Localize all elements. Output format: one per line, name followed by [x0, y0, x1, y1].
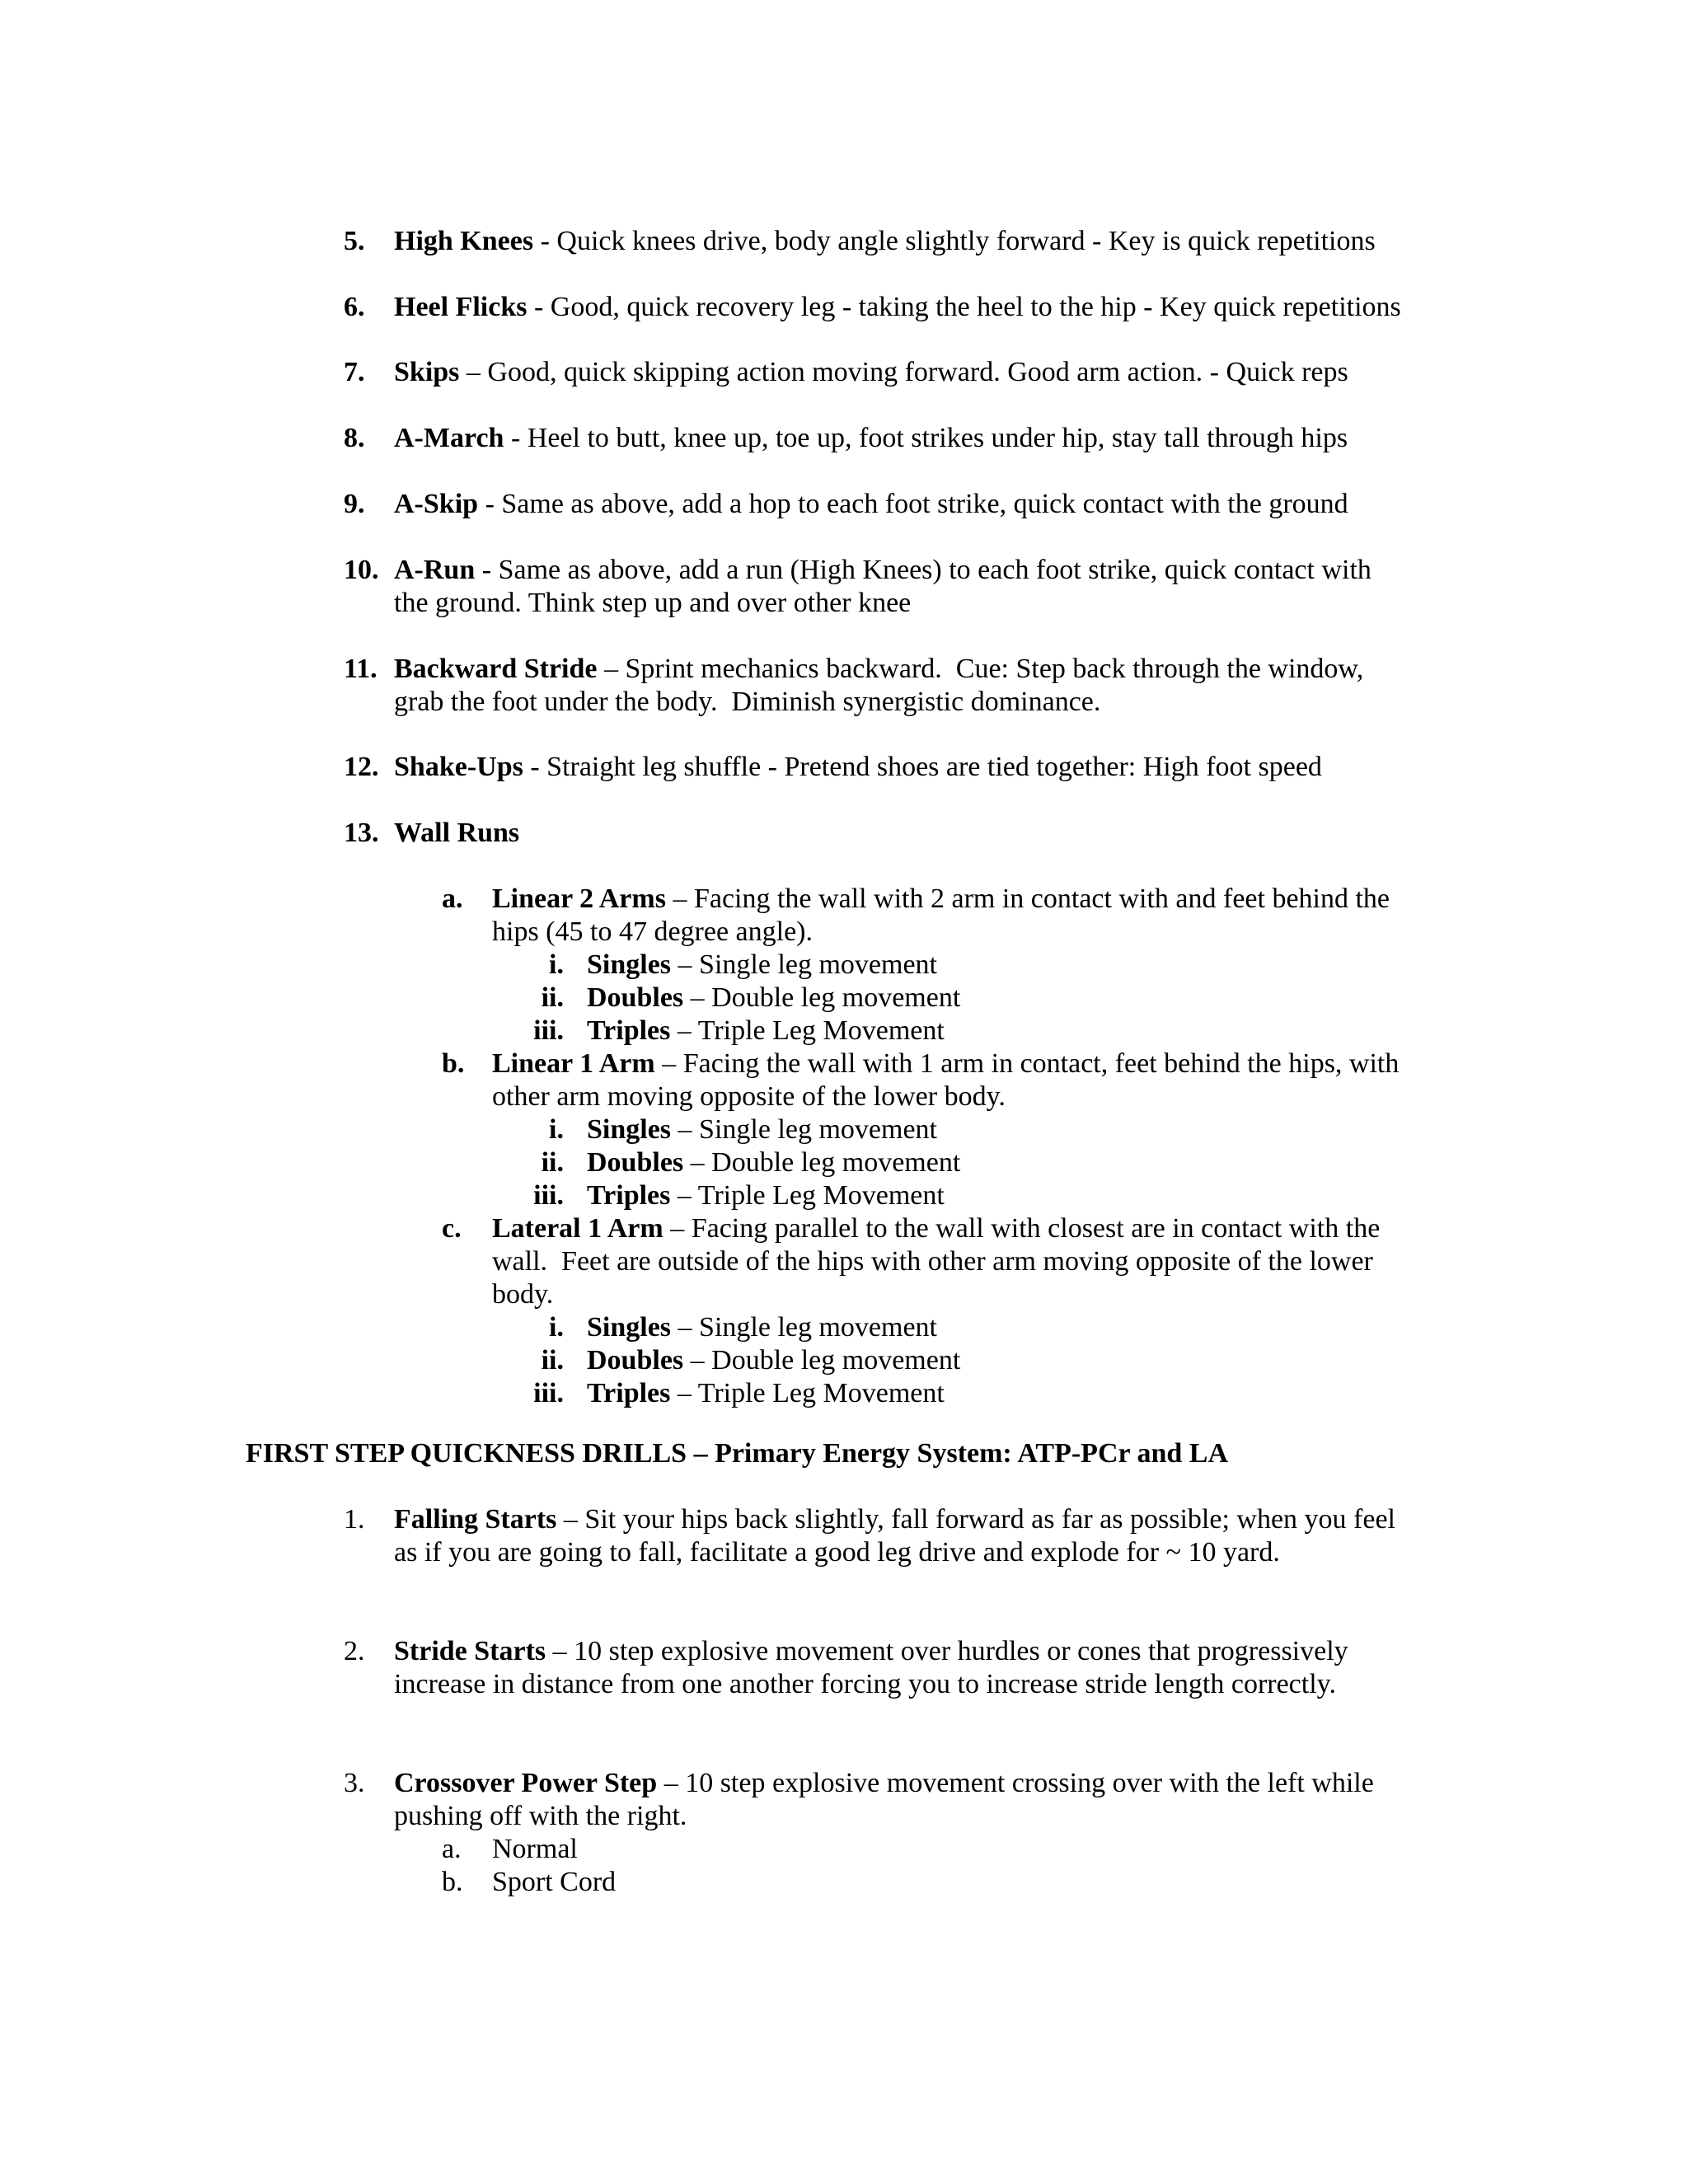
sublist-desc-continued: hips (45 to 47 degree angle). — [492, 916, 813, 947]
sub-desc: – Double leg movement — [683, 982, 961, 1013]
drill-text — [394, 817, 519, 850]
sublist-term: Linear 2 Arms — [492, 883, 666, 914]
drill-number: 6. — [344, 292, 365, 322]
sublist-term: Lateral 1 Arm — [492, 1213, 663, 1244]
drill-term: High Knees — [394, 226, 534, 256]
drill-desc-continued: as if you are going to fall, facilitate a good leg drive and explode for ~ 10 yard. — [394, 1537, 1280, 1568]
drill-number: 10. — [344, 555, 379, 585]
option-letter: a. — [442, 1834, 462, 1864]
sub-term: Singles — [587, 1114, 672, 1145]
drill-desc: – Sit your hips back slightly, fall forward as far as possible; when you feel — [556, 1504, 1395, 1535]
drill-number: 11. — [344, 654, 377, 684]
drill-number: 13. — [344, 818, 379, 848]
drill-text — [394, 422, 1348, 455]
roman-numeral: iii. — [533, 1015, 564, 1046]
sublist-term: Linear 1 Arm — [492, 1048, 655, 1079]
sub-item — [587, 982, 960, 1015]
drill-text — [394, 1503, 1395, 1536]
drill-desc-continued: grab the foot under the body. Diminish synergistic dominance. — [394, 687, 1101, 717]
drill-text — [394, 291, 1401, 324]
option-letter: b. — [442, 1867, 463, 1897]
drill-number: 5. — [344, 226, 365, 256]
roman-numeral: ii. — [541, 1345, 564, 1376]
roman-numeral: ii. — [541, 982, 564, 1013]
drill-text — [394, 1635, 1348, 1668]
drill-term: Skips — [394, 357, 460, 387]
sub-term: Doubles — [587, 982, 684, 1013]
option-sport-cord: Sport Cord — [492, 1867, 617, 1897]
sub-desc: – Single leg movement — [671, 1312, 937, 1343]
drill-term: A-Run — [394, 555, 476, 585]
sublist-desc-continued: body. — [492, 1279, 554, 1310]
roman-numeral: iii. — [533, 1180, 564, 1211]
sub-item — [587, 1113, 937, 1146]
sublist-text — [492, 883, 1390, 916]
sub-item — [587, 1377, 945, 1410]
sub-term: Triples — [587, 1378, 671, 1408]
drill-text — [394, 653, 1363, 686]
drill-term: A-Skip — [394, 489, 479, 519]
drill-text — [394, 356, 1348, 389]
drill-term: Wall Runs — [394, 818, 520, 848]
sub-item — [587, 1311, 937, 1344]
drill-desc: – Good, quick skipping action moving forward. Good arm action. - Quick reps — [459, 357, 1348, 387]
drill-desc: – 10 step explosive movement over hurdles or cones that progressively — [546, 1636, 1348, 1666]
sublist-letter: c. — [442, 1213, 462, 1244]
drill-desc: - Straight leg shuffle - Pretend shoes are tied together: High foot speed — [523, 752, 1322, 782]
drill-desc: - Quick knees drive, body angle slightly forward - Key is quick repetitions — [533, 226, 1376, 256]
sublist-desc: – Facing the wall with 2 arm in contact with and feet behind the — [665, 883, 1390, 914]
drill-text — [394, 225, 1376, 258]
drill-desc: – Sprint mechanics backward. Cue: Step back through the window, — [597, 654, 1364, 684]
sub-term: Triples — [587, 1180, 671, 1211]
roman-numeral: iii. — [533, 1378, 564, 1408]
drill-desc-continued: pushing off with the right. — [394, 1801, 687, 1831]
drill-term: Falling Starts — [394, 1504, 557, 1535]
roman-numeral: i. — [549, 1312, 564, 1343]
drill-term: Crossover Power Step — [394, 1768, 658, 1798]
sub-term: Singles — [587, 949, 672, 980]
sub-term: Doubles — [587, 1147, 684, 1178]
drill-term: Backward Stride — [394, 654, 598, 684]
sub-item — [587, 1179, 945, 1212]
sublist-desc-continued: other arm moving opposite of the lower body. — [492, 1081, 1006, 1112]
sublist-text — [492, 1212, 1380, 1245]
drill-number: 3. — [344, 1768, 365, 1798]
drill-desc-continued: increase in distance from one another forcing you to increase stride length correctly. — [394, 1669, 1336, 1699]
sublist-desc: – Facing parallel to the wall with closest are in contact with the — [663, 1213, 1381, 1244]
drill-term: Shake-Ups — [394, 752, 523, 782]
drill-text — [394, 1767, 1374, 1800]
drill-desc: – 10 step explosive movement crossing over with the left while — [657, 1768, 1374, 1798]
roman-numeral: ii. — [541, 1147, 564, 1178]
sublist-text — [492, 1047, 1399, 1080]
sub-item — [587, 1344, 960, 1377]
drill-desc: - Heel to butt, knee up, toe up, foot strikes under hip, stay tall through hips — [504, 423, 1348, 453]
drill-desc: - Same as above, add a hop to each foot strike, quick contact with the ground — [478, 489, 1348, 519]
sub-item — [587, 1146, 960, 1179]
drill-text — [394, 751, 1322, 784]
sub-item — [587, 949, 937, 982]
drill-term: Heel Flicks — [394, 292, 528, 322]
sub-term: Singles — [587, 1312, 672, 1343]
drill-number: 1. — [344, 1504, 365, 1535]
drill-desc: - Same as above, add a run (High Knees) to each foot strike, quick contact with — [475, 555, 1372, 585]
drill-text — [394, 554, 1372, 587]
sub-desc: – Triple Leg Movement — [670, 1015, 945, 1046]
drill-term: Stride Starts — [394, 1636, 546, 1666]
option-normal: Normal — [492, 1834, 578, 1864]
drill-term: A-March — [394, 423, 504, 453]
drill-number: 8. — [344, 423, 365, 453]
sub-desc: – Single leg movement — [671, 1114, 937, 1145]
sublist-desc-continued: wall. Feet are outside of the hips with other arm moving opposite of the lower — [492, 1246, 1373, 1277]
sub-term: Triples — [587, 1015, 671, 1046]
sub-desc: – Triple Leg Movement — [670, 1378, 945, 1408]
sublist-letter: b. — [442, 1048, 465, 1079]
sublist-letter: a. — [442, 883, 463, 914]
sub-desc: – Triple Leg Movement — [670, 1180, 945, 1211]
roman-numeral: i. — [549, 1114, 564, 1145]
drill-number: 7. — [344, 357, 365, 387]
roman-numeral: i. — [549, 949, 564, 980]
sub-desc: – Double leg movement — [683, 1345, 961, 1376]
sub-desc: – Single leg movement — [671, 949, 937, 980]
sub-item — [587, 1015, 945, 1047]
drill-number: 2. — [344, 1636, 365, 1666]
drill-text — [394, 488, 1348, 521]
sublist-desc: – Facing the wall with 1 arm in contact, feet behind the hips, with — [654, 1048, 1400, 1079]
sub-desc: – Double leg movement — [683, 1147, 961, 1178]
section-heading: FIRST STEP QUICKNESS DRILLS – Primary Energy System: ATP-PCr and LA — [246, 1438, 1229, 1469]
drill-desc: - Good, quick recovery leg - taking the heel to the hip - Key quick repetitions — [527, 292, 1401, 322]
drill-desc-continued: the ground. Think step up and over other knee — [394, 588, 912, 618]
drill-number: 9. — [344, 489, 365, 519]
drill-number: 12. — [344, 752, 379, 782]
sub-term: Doubles — [587, 1345, 684, 1376]
